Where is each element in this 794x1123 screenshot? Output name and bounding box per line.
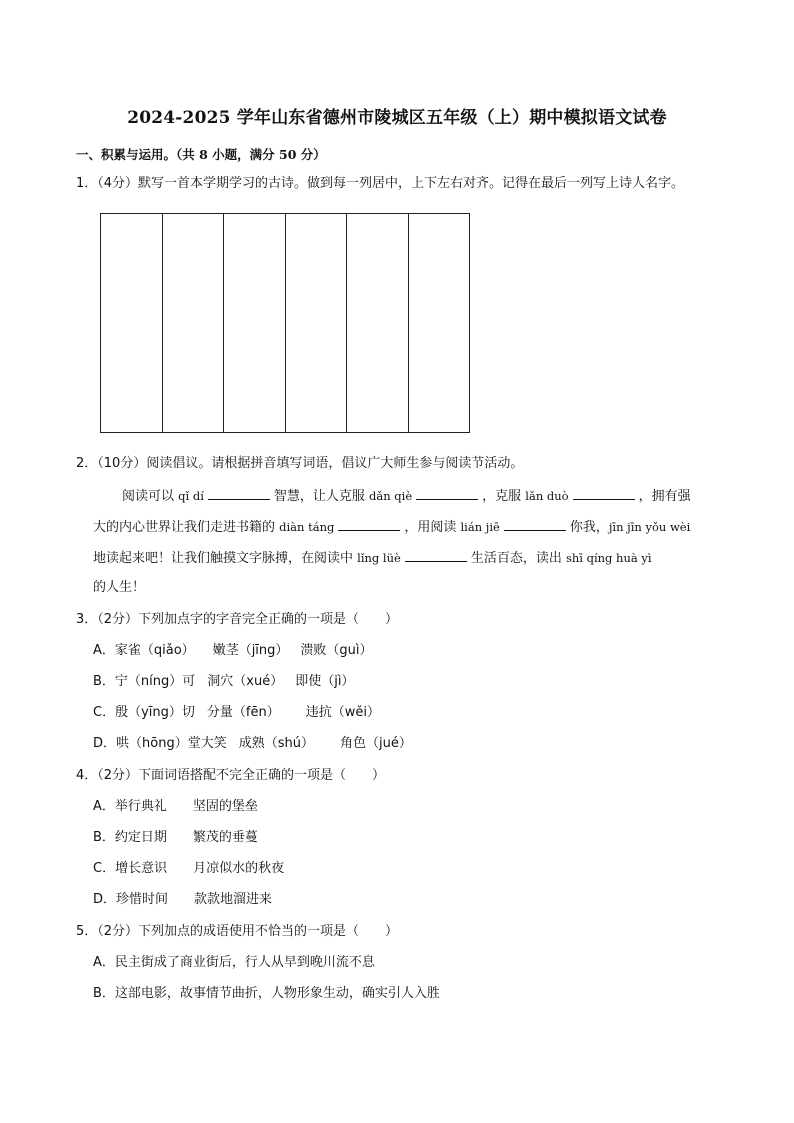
answer-blank[interactable] — [405, 549, 467, 562]
passage-text: 地读起来吧！让我们触摸文字脉搏，在阅读中 — [93, 551, 358, 566]
q4-option-b[interactable] — [93, 830, 258, 846]
question-1-stem: 1．（4分）默写一首本学期学习的古诗。做到每一列居中，上下左右对齐。记得在最后一列写上诗人名字。 — [76, 176, 685, 191]
q4-option-a[interactable] — [93, 799, 258, 815]
q4-option-d[interactable] — [93, 892, 272, 908]
q3-option-d[interactable] — [93, 736, 412, 752]
grid-column[interactable] — [224, 214, 286, 432]
q3-option-b[interactable] — [93, 674, 354, 690]
passage-text: 大的内心世界让我们走进书籍的 — [93, 520, 280, 535]
passage-text: 阅读可以 — [122, 489, 179, 504]
option-part: 违抗（wěi） — [305, 705, 380, 720]
exam-title: 2024-2025 学年山东省德州市陵城区五年级（上）期中模拟语文试卷 — [127, 108, 667, 128]
passage-text: 生活百态，读出 — [470, 551, 566, 566]
grid-column[interactable] — [286, 214, 348, 432]
answer-blank[interactable] — [504, 518, 566, 531]
q2-passage-line-4: 的人生！ — [93, 580, 146, 595]
q2-passage-line-2 — [93, 518, 690, 536]
q2-passage-line-3 — [93, 549, 652, 567]
pinyin-prompt: jīn jīn yǒu wèi — [608, 520, 691, 534]
option-part: B．宁（níng）可 — [93, 674, 196, 689]
passage-text: 你我， — [569, 520, 609, 535]
option-part: D．哄（hōng）堂大笑 — [93, 736, 227, 751]
pinyin-prompt: lǎn duò — [525, 489, 569, 503]
option-part: 款款地溜进来 — [194, 892, 273, 907]
option-part: 嫩茎（jīng） — [212, 643, 289, 658]
answer-blank[interactable] — [573, 487, 635, 500]
grid-column[interactable] — [347, 214, 409, 432]
pinyin-prompt: shī qíng huà yì — [565, 551, 652, 565]
q5-option-b[interactable]: B．这部电影，故事情节曲折，人物形象生动，确实引人入胜 — [93, 986, 440, 1001]
question-3-stem: 3．（2分）下列加点字的字音完全正确的一项是（ ） — [76, 612, 399, 627]
option-part: 洞穴（xué） — [207, 674, 284, 689]
question-2-stem: 2．（10分）阅读倡议。请根据拼音填写词语，倡议广大师生参与阅读节活动。 — [76, 456, 524, 471]
option-part: 分量（fēn） — [206, 705, 280, 720]
answer-blank[interactable] — [338, 518, 400, 531]
option-part: 成熟（shú） — [238, 736, 314, 751]
question-4-stem: 4．（2分）下面词语搭配不完全正确的一项是（ ） — [76, 768, 386, 783]
section-heading-1: 一、积累与运用。（共 8 小题，满分 50 分） — [76, 147, 326, 162]
answer-blank[interactable] — [208, 487, 270, 500]
option-part: 角色（jué） — [339, 736, 412, 751]
grid-column[interactable] — [409, 214, 470, 432]
option-part: C．增长意识 — [93, 861, 168, 876]
option-part: A．举行典礼 — [93, 799, 167, 814]
passage-text: 智慧，让人克服 — [273, 489, 370, 504]
q3-option-c[interactable] — [93, 705, 380, 721]
poem-writing-grid[interactable] — [100, 213, 470, 433]
option-part: 溃败（guì） — [300, 643, 373, 658]
option-part: B．约定日期 — [93, 830, 167, 845]
pinyin-prompt: dǎn qiè — [369, 489, 413, 503]
grid-column[interactable] — [163, 214, 225, 432]
passage-text: ，拥有强 — [638, 489, 691, 504]
pinyin-prompt: lǐng lüè — [357, 551, 401, 565]
passage-text: ，克服 — [482, 489, 526, 504]
q5-option-a[interactable]: A．民主街成了商业街后，行人从早到晚川流不息 — [93, 955, 375, 970]
option-part: C．殷（yīng）切 — [93, 705, 195, 720]
passage-text: ，用阅读 — [404, 520, 461, 535]
option-part: 即使（jì） — [295, 674, 355, 689]
question-5-stem: 5．（2分）下列加点的成语使用不恰当的一项是（ ） — [76, 924, 399, 939]
option-part: 坚固的堡垒 — [192, 799, 258, 814]
pinyin-prompt: diàn táng — [279, 520, 335, 534]
option-part: 繁茂的垂蔓 — [192, 830, 258, 845]
option-part: D．珍惜时间 — [93, 892, 169, 907]
answer-blank[interactable] — [416, 487, 478, 500]
pinyin-prompt: qǐ dí — [178, 489, 204, 503]
q4-option-c[interactable] — [93, 861, 284, 877]
q3-option-a[interactable] — [93, 643, 373, 659]
option-part: A．家雀（qiǎo） — [93, 643, 195, 658]
q2-passage-line-1 — [122, 487, 691, 505]
option-part: 月凉似水的秋夜 — [193, 861, 285, 876]
pinyin-prompt: lián jiē — [460, 520, 500, 534]
grid-column[interactable] — [101, 214, 163, 432]
